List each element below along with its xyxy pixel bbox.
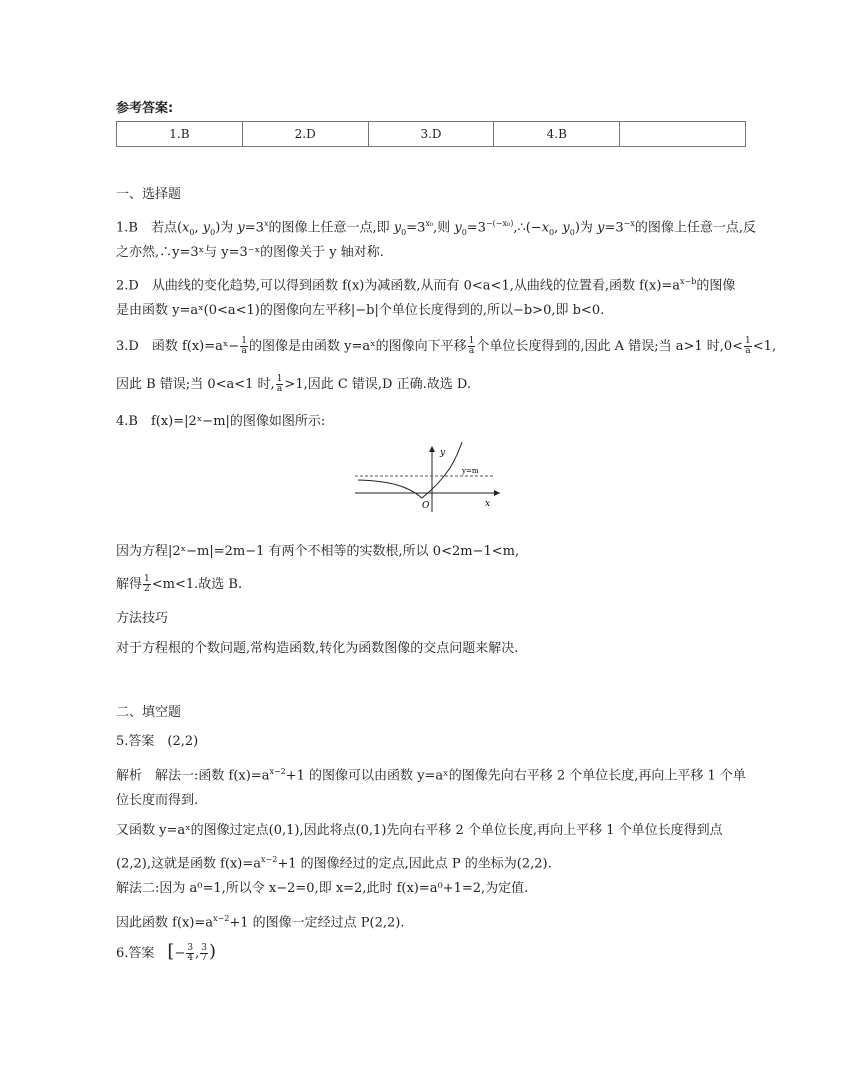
q2-line-1: 2.D 从曲线的变化趋势,可以得到函数 f(x)为减函数,从而有 0<a<1,从曲线的位置看,函数 $f(x)=a^{x-b}$的图像	[116, 277, 736, 294]
fraction: $\frac{3}{4}$	[187, 943, 194, 963]
q3-line-1: 3.D 函数 f(x)=aˣ− $\frac{1}{a}$ 的图像是由函数 y=aˣ的图像向下平移 $\frac{1}{a}$ 个单位长度得到的,因此 A 错误;当 a>1 时,0< $\frac{1}{a}$ <1,	[116, 336, 777, 356]
answer-cell: 3.D	[368, 122, 494, 147]
q4-line-3: 解得 $\frac{1}{2}$ <m<1.故选 B.	[116, 574, 243, 594]
q5-line-4: 又函数 y=aˣ的图像过定点(0,1),因此将点(0,1)先向右平移 2 个单位长度,再向上平移 1 个单位长度得到点	[116, 823, 723, 838]
answer-cell	[620, 122, 746, 147]
x-axis-label: x	[485, 499, 491, 509]
q2-line-2: 是由函数 y=aˣ(0<a<1)的图像向左平移|−b|个单位长度得到的,所以−b>0,即 b<0.	[116, 303, 605, 318]
section-title-fill: 二、填空题	[116, 705, 182, 720]
fraction: $\frac{1}{a}$	[745, 336, 751, 356]
fraction: $\frac{1}{a}$	[468, 336, 475, 356]
method-tip-title: 方法技巧	[116, 611, 169, 626]
method-tip-text: 对于方程根的个数问题,常构造函数,转化为函数图像的交点问题来解决.	[116, 641, 519, 656]
x-axis-arrow	[494, 490, 500, 496]
q1-line-1: 1.B 若点($x_0$, $y_0$)为 $y=3^x$的图像上任意一点,即 $y_0=3^{x_0}$,则 $y_0=3^{-(-x_0)},\therefore(-x_0$, $y_0$)为 $y=3^{-x}$的图像上任意一点,反	[116, 219, 756, 237]
line-label: y=m	[462, 467, 479, 475]
q3-line-2: 因此 B 错误;当 0<a<1 时, $\frac{1}{a}$ >1,因此 C 错误,D 正确.故选 D.	[116, 374, 471, 394]
section-title-choice: 一、选择题	[116, 187, 182, 202]
q4-line-1: 4.B f(x)=|2ˣ−m|的图像如图所示:	[116, 414, 326, 429]
answer-table	[116, 121, 746, 147]
answer-cell: 2.D	[242, 122, 368, 147]
y-axis-label: y	[440, 448, 446, 458]
curve	[358, 442, 462, 498]
q5-line-3: 位长度而得到.	[116, 793, 199, 808]
q6-line-1: 6.答案 [− $\frac{3}{4}$ , $\frac{3}{7}$ )	[116, 941, 216, 963]
q4-line-2: 因为方程|2ˣ−m|=2m−1 有两个不相等的实数根,所以 0<2m−1<m,	[116, 544, 520, 559]
q5-line-2: 解析 解法一:函数 $f(x)=a^{x-2}+1$ 的图像可以由函数 y=aˣ的图像先向右平移 2 个单位长度,再向上平移 1 个单	[116, 767, 746, 784]
function-graph	[350, 440, 510, 520]
answer-cell: 1.B	[117, 122, 243, 147]
fraction: $\frac{1}{a}$	[241, 336, 248, 356]
q5-line-1: 5.答案 (2,2)	[116, 734, 199, 749]
fraction: $\frac{1}{2}$	[144, 574, 150, 594]
answer-heading: 参考答案:	[116, 101, 174, 116]
q1-line-2: 之亦然,∴y=3ˣ与 y=3⁻ˣ的图像关于 y 轴对称.	[116, 245, 384, 260]
y-axis-arrow	[429, 446, 435, 452]
answer-cell: 4.B	[494, 122, 620, 147]
q5-line-6: 解法二:因为 a⁰=1,所以令 x−2=0,即 x=2,此时 f(x)=a⁰+1=2,为定值.	[116, 881, 529, 896]
q5-line-5: (2,2),这就是函数 $f(x)=a^{x-2}+1$ 的图像经过的定点,因此点 P 的坐标为(2,2).	[116, 855, 552, 872]
fraction: $\frac{3}{7}$	[201, 943, 207, 963]
origin-label: O	[422, 501, 430, 511]
fraction: $\frac{1}{a}$	[276, 374, 283, 394]
q5-line-7: 因此函数 $f(x)=a^{x-2}+1$ 的图像一定经过点 P(2,2).	[116, 914, 405, 931]
